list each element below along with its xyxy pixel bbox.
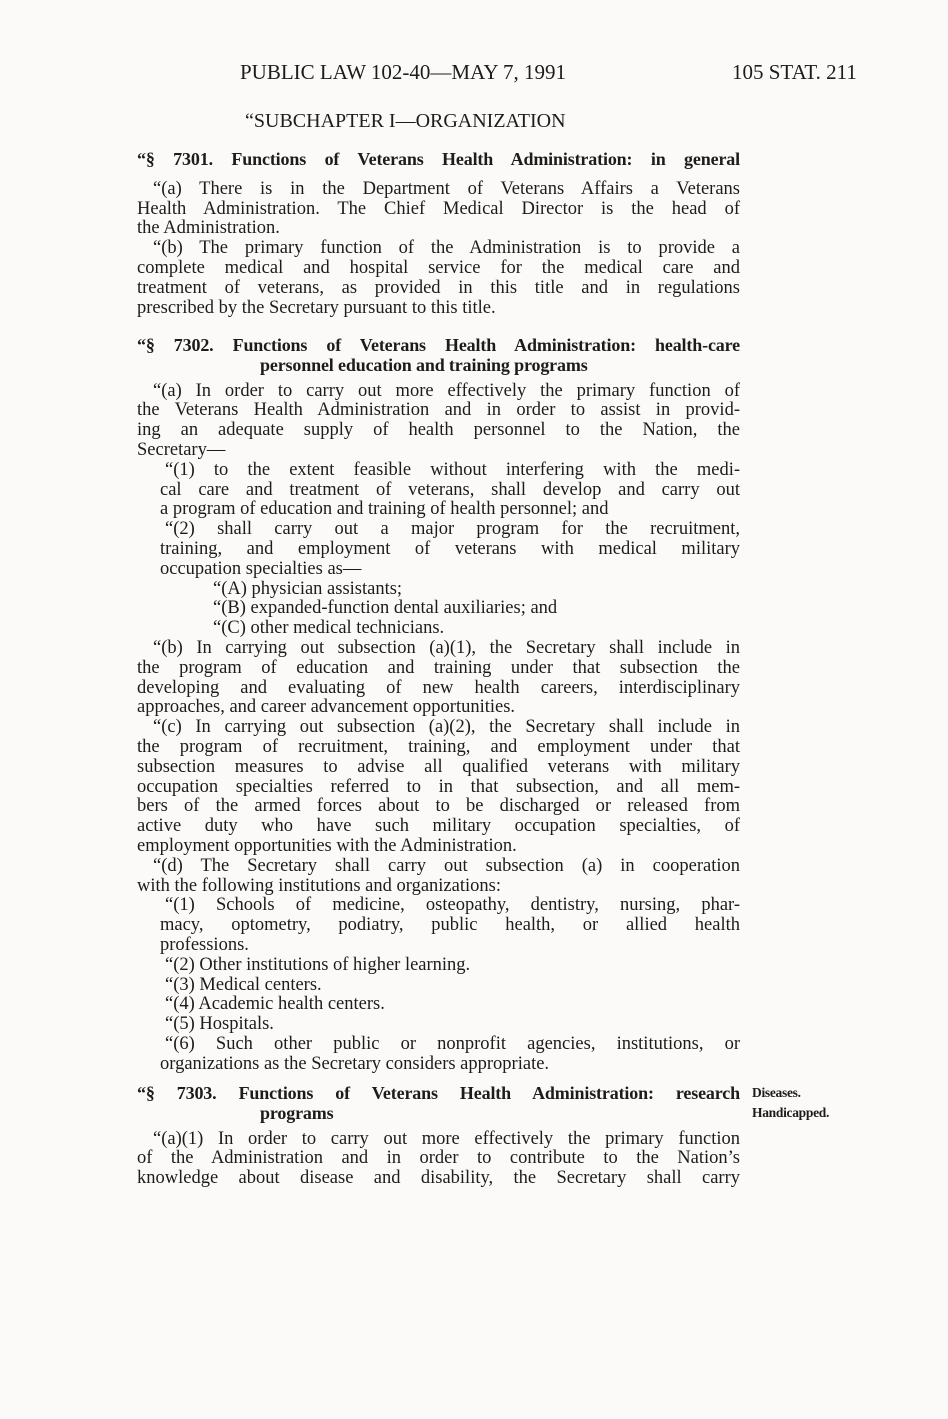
body-text-line: ing an adequate supply of health personnel to the Nation, the [137,420,740,441]
body-text-line: “(1) to the extent feasible without interfering with the medi- [165,459,740,480]
body-text-line: “(1) Schools of medicine, osteopathy, dentistry, nursing, phar- [165,895,740,916]
section-heading-line: programs [260,1102,334,1123]
body-text-line: “(a) There is in the Department of Veterans Affairs a Veterans [153,178,740,199]
body-text-line: “(2) shall carry out a major program for the recruitment, [165,519,740,540]
body-text-line: Secretary— [137,439,226,460]
running-header-title: PUBLIC LAW 102-40—MAY 7, 1991 [240,60,566,84]
body-text-line: “(3) Medical centers. [165,974,322,995]
section-heading-line: “§ 7303. Functions of Veterans Health Administration: research [137,1083,740,1103]
body-text-line: the Administration. [137,218,280,239]
body-text-line: organizations as the Secretary considers appropriate. [160,1053,550,1074]
body-text-line: with the following institutions and organizations: [137,875,501,896]
section-7302 [137,336,740,1074]
body-text-line: a program of education and training of health personnel; and [160,499,609,520]
body-text-line: “(d) The Secretary shall carry out subsection (a) in cooperation [153,855,740,876]
section-heading-line: “§ 7301. Functions of Veterans Health Administration: in general [137,149,740,169]
body-text-line: bers of the armed forces about to be discharged or released from [137,796,740,817]
body-text-line: “(c) In carrying out subsection (a)(2), the Secretary shall include in [153,717,740,738]
body-text-line: macy, optometry, podiatry, public health, or allied health [160,915,740,936]
body-text-line: subsection measures to advise all qualified veterans with military [137,756,740,777]
body-text-line: “(a)(1) In order to carry out more effectively the primary function [153,1128,740,1149]
body-text-line: complete medical and hospital service for the medical care and [137,257,740,278]
body-text-line: “(5) Hospitals. [165,1014,274,1035]
section-heading-line: “§ 7302. Functions of Veterans Health Administration: health-care [137,335,740,355]
body-text-line: “(a) In order to carry out more effectively the primary function of [153,380,740,401]
section-7303 [137,1084,740,1189]
body-text-line: employment opportunities with the Administration. [137,835,517,856]
body-text-line: occupation specialties as— [160,558,362,579]
body-text-line: training, and employment of veterans with medical military [160,538,740,559]
section-7301 [137,150,740,318]
section-heading-line: personnel education and training programs [260,354,588,375]
body-text-line: “(B) expanded-function dental auxiliaries; and [213,598,558,619]
section-heading [137,150,740,170]
body-text-line: occupation specialties referred to in that subsection, and all mem- [137,776,740,797]
body-text-line: “(C) other medical technicians. [213,618,445,639]
body-text-line: of the Administration and in order to contribute to the Nation’s [137,1148,740,1169]
margin-note-diseases: Diseases. [752,1085,801,1100]
body-text-line: approaches, and career advancement opportunities. [137,697,516,718]
body-text-line: developing and evaluating of new health careers, interdisciplinary [137,677,740,698]
body-text-line: professions. [160,934,249,955]
body-text-line: the program of education and training under that subsection the [137,657,740,678]
section-heading [137,336,740,376]
body-text-line: knowledge about disease and disability, the Secretary shall carry [137,1168,740,1189]
body-text-line: “(2) Other institutions of higher learning. [165,954,471,975]
body-text-line: “(A) physician assistants; [213,578,403,599]
margin-note-handicapped: Handicapped. [752,1105,830,1120]
body-text-line: active duty who have such military occupation specialties, of [137,816,740,837]
subchapter-title: “SUBCHAPTER I—ORGANIZATION [245,110,566,132]
page-stat-citation: 105 STAT. 211 [732,60,857,84]
body-text-line: “(b) In carrying out subsection (a)(1), the Secretary shall include in [153,637,740,658]
body-text-line: treatment of veterans, as provided in this title and in regulations [137,277,740,298]
body-text-line: “(4) Academic health centers. [165,994,385,1015]
body-text-line: prescribed by the Secretary pursuant to this title. [137,297,496,318]
body-text-line: the Veterans Health Administration and in order to assist in provid- [137,400,740,421]
section-heading [137,1084,740,1124]
body-text-line: “(6) Such other public or nonprofit agencies, institutions, or [165,1033,740,1054]
body-text-line: Health Administration. The Chief Medical Director is the head of [137,198,740,219]
body-text-line: the program of recruitment, training, and employment under that [137,736,740,757]
body-text-line: cal care and treatment of veterans, shall develop and carry out [160,479,740,500]
body-text-line: “(b) The primary function of the Administration is to provide a [153,238,740,259]
